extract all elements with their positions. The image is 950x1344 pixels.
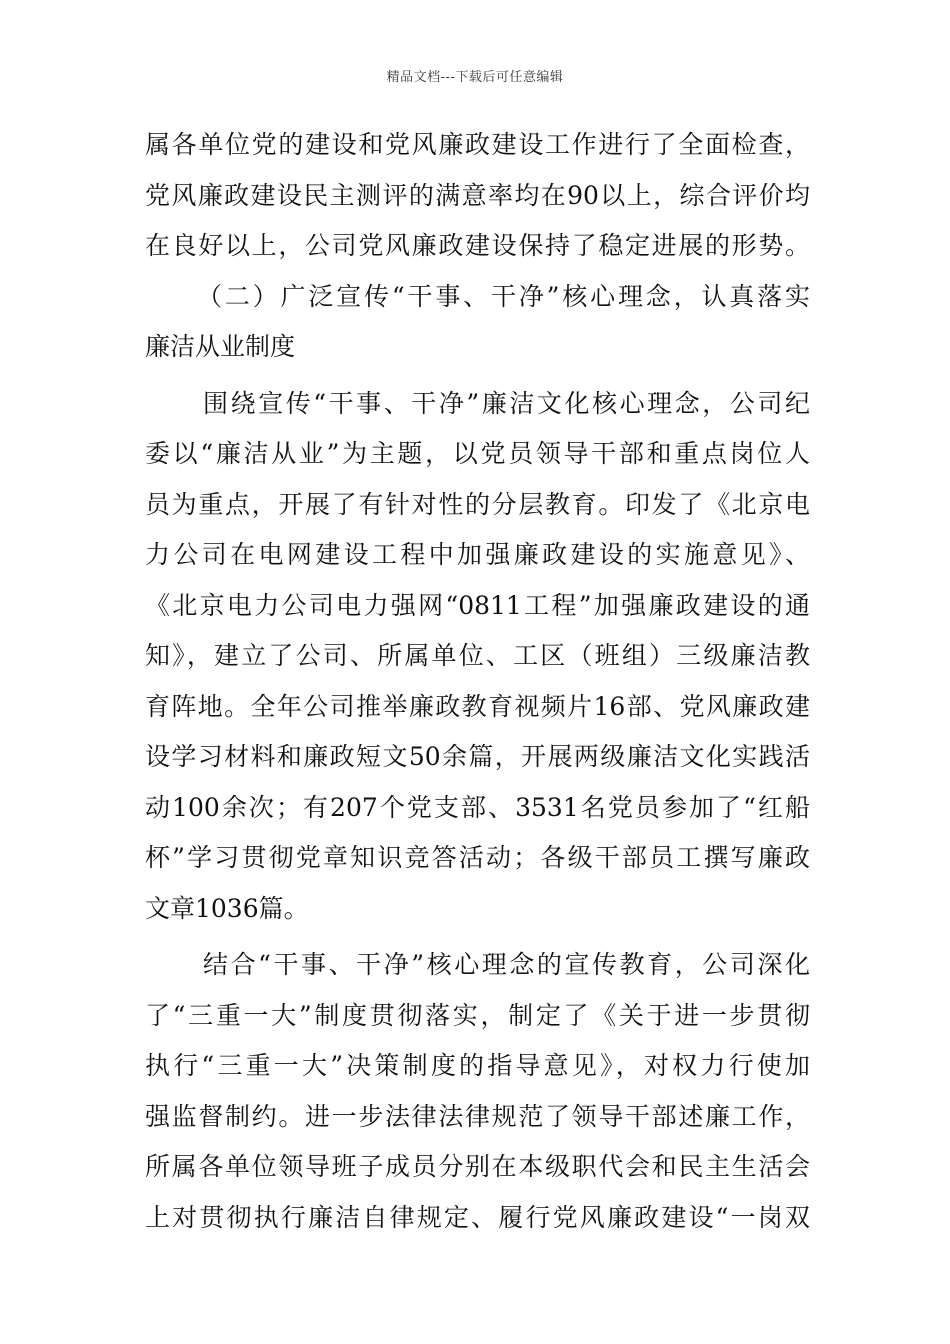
paragraph: [145, 120, 810, 272]
paragraph: [145, 940, 810, 1243]
text-line: 党风廉政建设民主测评的满意率均在90以上，综合评价均: [145, 180, 810, 210]
text-line: 上对贯彻执行廉洁自律规定、履行党风廉政建设“一岗双: [145, 1202, 810, 1232]
text-line: 廉洁从业制度: [145, 332, 296, 361]
text-line: 杯”学习贯彻党章知识竞答活动；各级干部员工撰写廉政: [145, 843, 810, 872]
text-line: （二）广泛宣传“干事、干净”核心理念，认真落实: [197, 281, 810, 311]
text-line: 属各单位党的建设和党风廉政建设工作进行了全面检查，: [145, 130, 810, 159]
text-line: 围绕宣传“干事、干净”廉洁文化核心理念，公司纪: [203, 388, 810, 418]
page-header: 精品文档---下载后可任意编辑: [386, 70, 564, 85]
text-line: 文章1036篇。: [145, 893, 309, 923]
text-line: 员为重点，开展了有针对性的分层教育。印发了《北京电: [145, 489, 810, 519]
text-line: 设学习材料和廉政短文50余篇，开展两级廉洁文化实践活: [145, 742, 810, 771]
text-line: 强监督制约。进一步法律法律规范了领导干部述廉工作，: [145, 1101, 810, 1131]
paragraph: [145, 379, 810, 935]
text-line: 执行“三重一大”决策制度的指导意见》，对权力行使加: [145, 1051, 810, 1080]
text-line: 结合“干事、干净”核心理念的宣传教育，公司深化: [203, 950, 810, 979]
text-line: 力公司在电网建设工程中加强廉政建设的实施意见》、: [145, 540, 810, 569]
text-line: 动100余次；有207个党支部、3531名党员参加了“红船: [145, 792, 810, 822]
text-line: 在良好以上，公司党风廉政建设保持了稳定进展的形势。: [145, 231, 810, 260]
section-heading: [145, 272, 810, 373]
text-line: 《北京电力公司电力强网“0811工程”加强廉政建设的通: [145, 590, 810, 620]
document-body: [145, 120, 810, 1243]
text-line: 委以“廉洁从业”为主题，以党员领导干部和重点岗位人: [145, 439, 810, 468]
text-line: 所属各单位领导班子成员分别在本级职代会和民主生活会: [145, 1152, 810, 1181]
text-line: 知》，建立了公司、所属单位、工区（班组）三级廉洁教: [145, 641, 810, 670]
text-line: 育阵地。全年公司推举廉政教育视频片16部、党风廉政建: [145, 691, 810, 721]
text-line: 了“三重一大”制度贯彻落实，制定了《关于进一步贯彻: [145, 1000, 810, 1030]
